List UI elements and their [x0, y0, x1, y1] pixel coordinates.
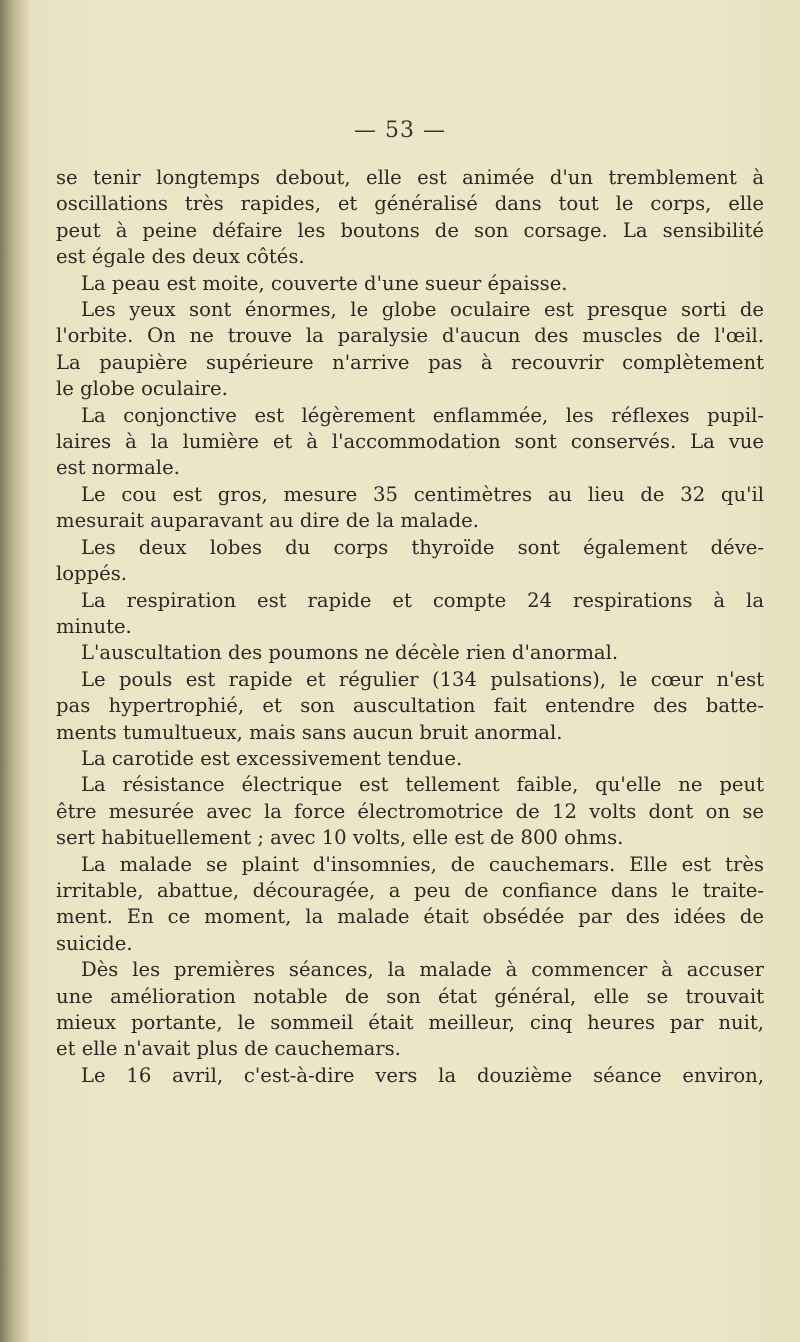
- text-line: ments tumultueux, mais sans aucun bruit anormal.: [56, 720, 563, 744]
- text-line: Dès les premières séances, la malade à commencer à accuser: [81, 958, 764, 982]
- text-line: sert habituellement ; avec 10 volts, elle est de 800 ohms.: [56, 826, 624, 850]
- text-line: minute.: [56, 614, 132, 638]
- text-line: Le pouls est rapide et régulier (134 pulsations), le cœur n'est: [81, 667, 764, 691]
- text-line: Les deux lobes du corps thyroïde sont également déve-: [81, 535, 764, 559]
- text-line: pas hypertrophié, et son auscultation fait entendre des batte-: [56, 694, 764, 718]
- body-text: [56, 165, 764, 1089]
- text-line: suicide.: [56, 931, 133, 955]
- text-line: laires à la lumière et à l'accommodation sont conservés. La vue: [56, 430, 764, 454]
- text-line: La peau est moite, couverte d'une sueur épaisse.: [81, 271, 568, 295]
- text-line: La carotide est excessivement tendue.: [81, 746, 463, 770]
- text-line: l'orbite. On ne trouve la paralysie d'aucun des muscles de l'œil.: [56, 324, 764, 348]
- text-line: et elle n'avait plus de cauchemars.: [56, 1037, 401, 1061]
- page-number: — 53 —: [354, 118, 446, 143]
- text-line: Le 16 avril, c'est-à-dire vers la douzième séance environ,: [81, 1063, 764, 1087]
- text-line: La respiration est rapide et compte 24 respirations à la: [81, 588, 764, 612]
- text-line: La paupière supérieure n'arrive pas à recouvrir complètement: [56, 350, 764, 374]
- text-line: irritable, abattue, découragée, a peu de confiance dans le traite-: [56, 878, 764, 902]
- text-line: une amélioration notable de son état général, elle se trouvait: [56, 984, 764, 1008]
- text-line: est égale des deux côtés.: [56, 245, 305, 269]
- text-line: La résistance électrique est tellement faible, qu'elle ne peut: [81, 773, 764, 797]
- text-line: le globe oculaire.: [56, 377, 228, 401]
- page-binding-edge: [0, 0, 30, 1342]
- text-line: L'auscultation des poumons ne décèle rien d'anormal.: [81, 641, 619, 665]
- text-line: être mesurée avec la force électromotrice de 12 volts dont on se: [56, 799, 764, 823]
- text-line: loppés.: [56, 562, 128, 586]
- text-line: mesurait auparavant au dire de la malade.: [56, 509, 479, 533]
- text-line: mieux portante, le sommeil était meilleur, cinq heures par nuit,: [56, 1011, 764, 1034]
- text-line: ment. En ce moment, la malade était obsédée par des idées de: [56, 905, 764, 929]
- text-line: Les yeux sont énormes, le globe oculaire est presque sorti de: [81, 298, 764, 322]
- text-line: est normale.: [56, 456, 180, 480]
- text-line: La conjonctive est légèrement enflammée, les réflexes pupil-: [81, 403, 764, 427]
- text-line: oscillations très rapides, et généralisé dans tout le corps, elle: [56, 192, 764, 216]
- text-line: peut à peine défaire les boutons de son corsage. La sensibilité: [56, 218, 764, 242]
- text-line: se tenir longtemps debout, elle est animée d'un tremblement à: [56, 166, 764, 189]
- text-line: Le cou est gros, mesure 35 centimètres au lieu de 32 qu'il: [81, 482, 764, 506]
- text-line: La malade se plaint d'insomnies, de cauchemars. Elle est très: [81, 852, 764, 876]
